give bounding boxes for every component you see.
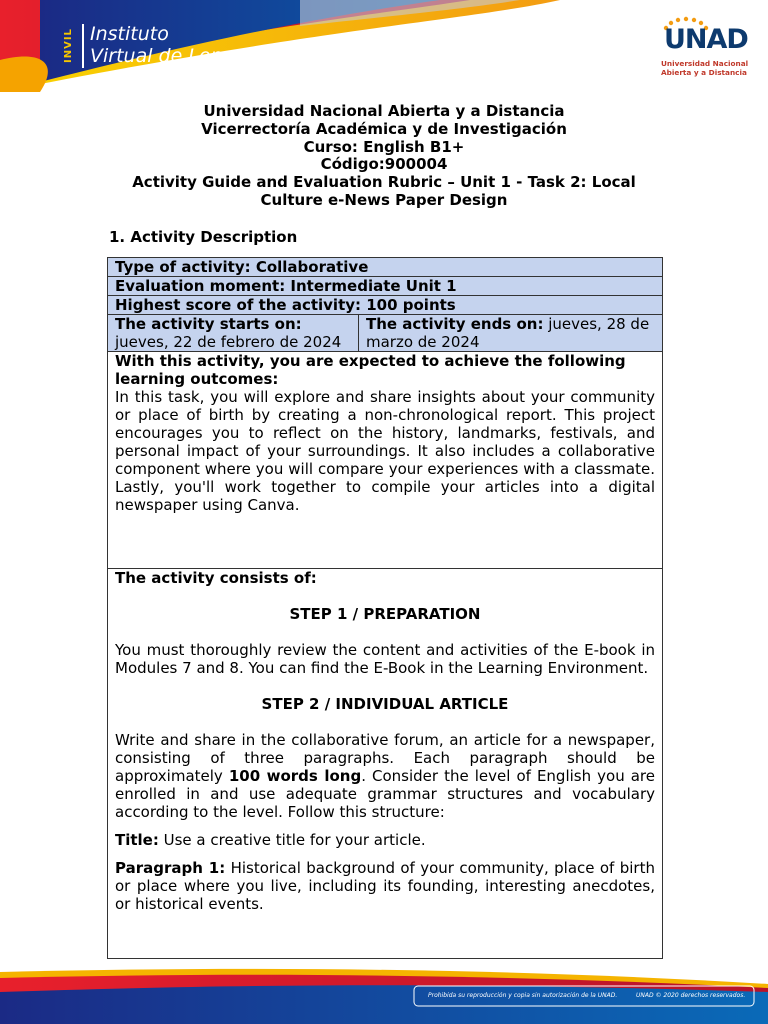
consists-row [108,569,662,958]
consists-heading: The activity consists of: [115,569,317,587]
end-label: The activity ends on: [366,315,544,333]
step1-title: STEP 1 / PREPARATION [289,605,481,623]
highest-score: Highest score of the activity: 100 points [115,296,456,314]
guide-title-line2: Culture e-News Paper Design [260,190,508,209]
start-date: jueves, 22 de febrero de 2024 [115,333,342,351]
institute-name-line2: Virtual de Lenguas [90,45,269,67]
section-heading: 1. Activity Description [109,228,298,246]
evaluation-moment: Evaluation moment: Intermediate Unit 1 [115,277,457,295]
step2-text-bold: 100 words long [228,767,362,785]
document-title-block [80,103,688,210]
invil-tag: INVIL [63,28,74,64]
dates-row [108,315,662,352]
university-name: Universidad Nacional Abierta y a Distancia [203,102,565,120]
paragraph1-instruction [108,859,662,913]
start-date-cell [108,315,359,351]
title-label: Title: [115,831,159,849]
activity-type: Type of activity: Collaborative [115,258,369,276]
step2-text-a: Write and share in the collaborative forum, an article for a newspaper, consisting of three paragraphs. Each paragraph should be approximately [115,731,655,785]
step2-title: STEP 2 / INDIVIDUAL ARTICLE [261,695,509,713]
paragraph1-text: Historical background of your community, place of birth or place where you live, including its founding, interesting anecdotes, or historical events. [115,859,655,913]
end-date: jueves, 28 de marzo de 2024 [366,315,650,351]
page-header [0,0,768,92]
title-text: Use a creative title for your article. [158,831,426,849]
step1-text: You must thoroughly review the content and activities of the E-book in Modules 7 and 8. You can find the E-Book in the Learning Environment. [115,641,655,677]
logo-divider [82,24,84,68]
institute-name-line1: Instituto [90,23,169,45]
unad-subtitle-1: Universidad Nacional [661,59,749,68]
footer-copy-notice: Prohibida su reproducción y copia sin autorización de la UNAD. [428,992,618,999]
step2-text-b: . Consider the level of English you are enrolled in and use adequate grammar structures and vocabulary according to the level. Follow this structure: [115,767,655,821]
start-label: The activity starts on: [115,315,302,333]
step2-text [108,731,662,821]
end-date-cell [359,315,662,351]
paragraph1-label: Paragraph 1: [115,859,226,877]
unad-subtitle-2: Abierta y a Distancia [661,68,747,77]
unad-logo [656,14,749,80]
unad-wordmark: UNAD [664,24,748,55]
outcomes-heading: With this activity, you are expected to achieve the following learning outcomes: [115,352,626,388]
course-name: Curso: English B1+ [303,137,465,156]
vice-rectory: Vicerrectoría Académica y de Investigación [201,119,567,138]
course-code: Código:900004 [320,155,448,174]
type-row [108,258,662,277]
footer-rights: UNAD © 2020 derechos reservados. [636,992,746,999]
score-row [108,296,662,315]
title-instruction [108,831,662,849]
page-footer [0,962,768,1024]
outcomes-text: In this task, you will explore and share insights about your community or place of birth by creating a non-chronological report. This project encourages you to reflect on the history, landmarks, festivals, and personal impact of your surroundings. It also includes a collaborative component where you will compare your experiences with a classmate. Lastly, you'll work together to compile your articles into a digital newspaper using Canva. [115,388,655,514]
evaluation-row [108,277,662,296]
guide-title-line1: Activity Guide and Evaluation Rubric – Unit 1 - Task 2: Local [132,173,636,192]
activity-table [107,257,663,959]
outcomes-row [108,352,662,569]
